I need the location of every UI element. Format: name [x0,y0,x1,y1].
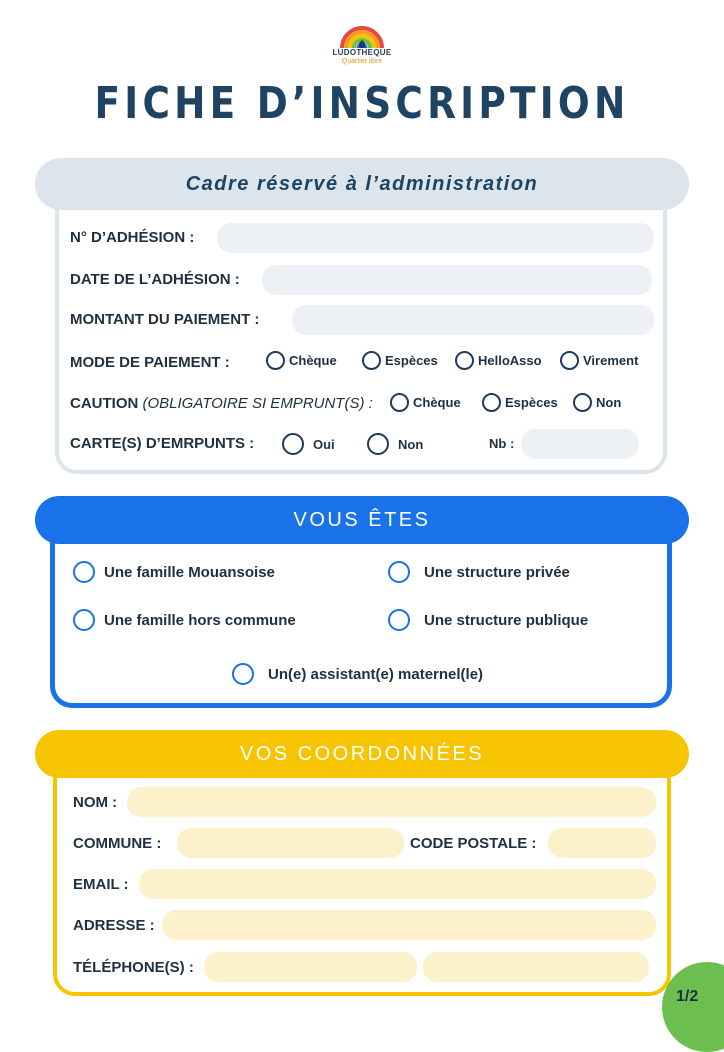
caution-non[interactable]: Non [573,393,621,412]
adresse-label: ADRESSE : [73,917,155,934]
radio-icon [455,351,474,370]
cartes-non[interactable]: Non [367,433,423,455]
option-structure-publique[interactable]: Une structure publique [388,609,588,631]
cartes-nb-field[interactable] [521,429,639,459]
radio-icon [390,393,409,412]
logo-subtitle: Quartier libre [341,58,383,65]
adresse-field[interactable] [162,910,656,940]
commune-field[interactable] [177,828,404,858]
option-structure-privee[interactable]: Une structure privée [388,561,570,583]
adhesion-date-field[interactable] [262,265,652,295]
coordonnees-header: VOS COORDONNÉES [35,730,689,778]
radio-icon [482,393,501,412]
email-label: EMAIL : [73,876,129,893]
payment-mode-helloasso[interactable]: HelloAsso [455,351,542,370]
radio-icon [573,393,592,412]
telephone-label: TÉLÉPHONE(S) : [73,959,194,976]
option-famille-hors-commune[interactable]: Une famille hors commune [73,609,296,631]
radio-icon [388,561,410,583]
adhesion-number-field[interactable] [217,223,654,253]
radio-icon [362,351,381,370]
adhesion-number-label: N° D’ADHÉSION : [70,229,195,246]
caution-cheque[interactable]: Chèque [390,393,461,412]
radio-icon [266,351,285,370]
nom-field[interactable] [127,787,656,817]
email-field[interactable] [139,869,656,899]
page-badge [662,962,724,1052]
nom-label: NOM : [73,794,118,811]
payment-mode-virement[interactable]: Virement [560,351,638,370]
radio-icon [282,433,304,455]
option-assistant-maternel[interactable]: Un(e) assistant(e) maternel(le) [232,663,483,685]
payment-amount-label: MONTANT DU PAIEMENT : [70,311,260,328]
adhesion-date-label: DATE DE L’ADHÉSION : [70,271,240,288]
commune-label: COMMUNE : [73,835,162,852]
radio-icon [560,351,579,370]
cartes-oui[interactable]: Oui [282,433,335,455]
radio-icon [367,433,389,455]
telephone-field-1[interactable] [204,952,417,982]
admin-section-header: Cadre réservé à l’administration [35,158,689,210]
option-famille-mouansoise[interactable]: Une famille Mouansoise [73,561,275,583]
payment-mode-especes[interactable]: Espèces [362,351,438,370]
telephone-field-2[interactable] [423,952,649,982]
radio-icon [388,609,410,631]
cartes-emprunts-label: CARTE(S) D’EMRPUNTS : [70,435,255,452]
payment-mode-label: MODE DE PAIEMENT : [70,354,230,371]
page-number: 1/2 [676,988,699,1005]
code-postal-field[interactable] [548,828,656,858]
radio-icon [73,561,95,583]
code-postal-label: CODE POSTALE : [410,835,537,852]
page-title: FICHE D’INSCRIPTION [94,78,630,129]
radio-icon [73,609,95,631]
payment-mode-cheque[interactable]: Chèque [266,351,337,370]
radio-icon [232,663,254,685]
cartes-nb-label: Nb : [489,436,515,451]
caution-label: CAUTION (OBLIGATOIRE SI EMPRUNT(S) : [70,395,373,412]
caution-especes[interactable]: Espèces [482,393,558,412]
vous-etes-header: VOUS ÊTES [35,496,689,544]
payment-amount-field[interactable] [292,305,654,335]
logo-name: LUDOTHEQUE [332,48,392,57]
